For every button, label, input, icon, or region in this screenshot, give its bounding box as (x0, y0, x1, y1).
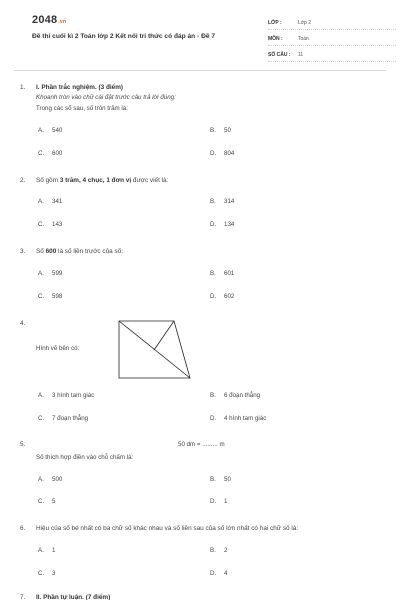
question-4: 4. Hình vẽ bên có: A. 3 hình tam giác B. 6 đoạn thẳng C. 7 đoạn thẳng D. 4 hình tam giác (20, 320, 267, 422)
meta-class: LỚP : Lớp 2 (268, 16, 396, 30)
exam-title: Đề thi cuối kì 2 Toán lớp 2 Kết nối tri thức có đáp án - Đề 7 (32, 33, 215, 40)
question-text: Số gồm 3 trăm, 4 chục, 1 đơn vị được viết là: (36, 177, 169, 184)
instruction: Khoanh tròn vào chữ cái đặt trước câu trả lời đúng: (36, 94, 176, 101)
site-logo[interactable]: 2048.vn (32, 14, 67, 26)
option-c[interactable]: C. 7 đoạn thẳng (38, 415, 89, 422)
option-a[interactable]: A. 540 (38, 127, 63, 134)
conversion-formula: 50 dm = ......... m (178, 441, 225, 448)
option-b[interactable]: B. 6 đoạn thẳng (210, 392, 261, 399)
option-a[interactable]: A. 341 (38, 198, 63, 205)
header-divider (14, 70, 386, 71)
question-3: 3. Số 600 là số liền trước của số: A. 599 B. 601 C. 598 D. 602 (20, 248, 235, 300)
option-b[interactable]: B. 50 (210, 127, 231, 134)
option-c[interactable]: C. 600 (38, 150, 63, 157)
section-title: II. Phần tự luận. (7 điểm) (36, 594, 111, 600)
option-d[interactable]: D. 1 (210, 498, 228, 505)
option-a[interactable]: A. 599 (38, 270, 63, 277)
option-b[interactable]: B. 2 (210, 547, 228, 554)
page-header (14, 0, 386, 62)
inner-line (154, 321, 174, 350)
question-1: 1. I. Phần trắc nghiệm. (3 điểm) Khoanh tròn vào chữ cái đặt trước câu trả lời đúng: Trong các số sau, số tròn trăm là: A. 540 B. 50 C. 600 D. 804 (20, 84, 235, 157)
question-text: Hình vẽ bên có: (36, 345, 80, 352)
option-a[interactable]: A. 500 (38, 476, 63, 483)
option-b[interactable]: B. 601 (210, 270, 235, 277)
option-d[interactable]: D. 134 (210, 221, 235, 228)
question-text: Số 600 là số liền trước của số: (36, 248, 123, 255)
option-a[interactable]: A. 3 hình tam giác (38, 392, 95, 399)
option-c[interactable]: C. 3 (38, 570, 56, 577)
option-c[interactable]: C. 143 (38, 221, 63, 228)
section-title: I. Phần trắc nghiệm. (3 điểm) (36, 84, 124, 91)
question-2: 2. Số gồm 3 trăm, 4 chục, 1 đơn vị được viết là: A. 341 B. 314 C. 143 D. 134 (20, 177, 235, 228)
option-b[interactable]: B. 50 (210, 476, 231, 483)
question-text: Trong các số sau, số tròn trăm là: (36, 105, 128, 112)
trapezoid-figure (116, 320, 192, 380)
question-text: Số thích hợp điền vào chỗ chấm là: (36, 454, 134, 461)
option-c[interactable]: C. 5 (38, 498, 56, 505)
meta-question-count: SỐ CÂU : 11 (268, 48, 396, 62)
question-7: 7. II. Phần tự luận. (7 điểm) (20, 594, 111, 600)
exam-meta (268, 16, 396, 64)
question-5: 5. 50 dm = ......... m Số thích hợp điền vào chỗ chấm là: A. 500 B. 50 C. 5 D. 1 (20, 441, 231, 505)
option-b[interactable]: B. 314 (210, 198, 235, 205)
option-d[interactable]: D. 804 (210, 150, 235, 157)
option-c[interactable]: C. 598 (38, 293, 63, 300)
question-6: 6. Hiệu của số bé nhất có ba chữ số khác nhau và số liền sau của số lớn nhất có hai chữ số là: A. 1 B. 2 C. 3 D. 4 (20, 525, 299, 577)
meta-subject: MÔN : Toán (268, 32, 396, 46)
option-d[interactable]: D. 4 (210, 570, 228, 577)
question-text: Hiệu của số bé nhất có ba chữ số khác nhau và số liền sau của số lớn nhất có hai chữ số là: (36, 525, 299, 532)
option-d[interactable]: D. 4 hình tam giác (210, 415, 267, 422)
option-d[interactable]: D. 602 (210, 293, 235, 300)
option-a[interactable]: A. 1 (38, 547, 56, 554)
